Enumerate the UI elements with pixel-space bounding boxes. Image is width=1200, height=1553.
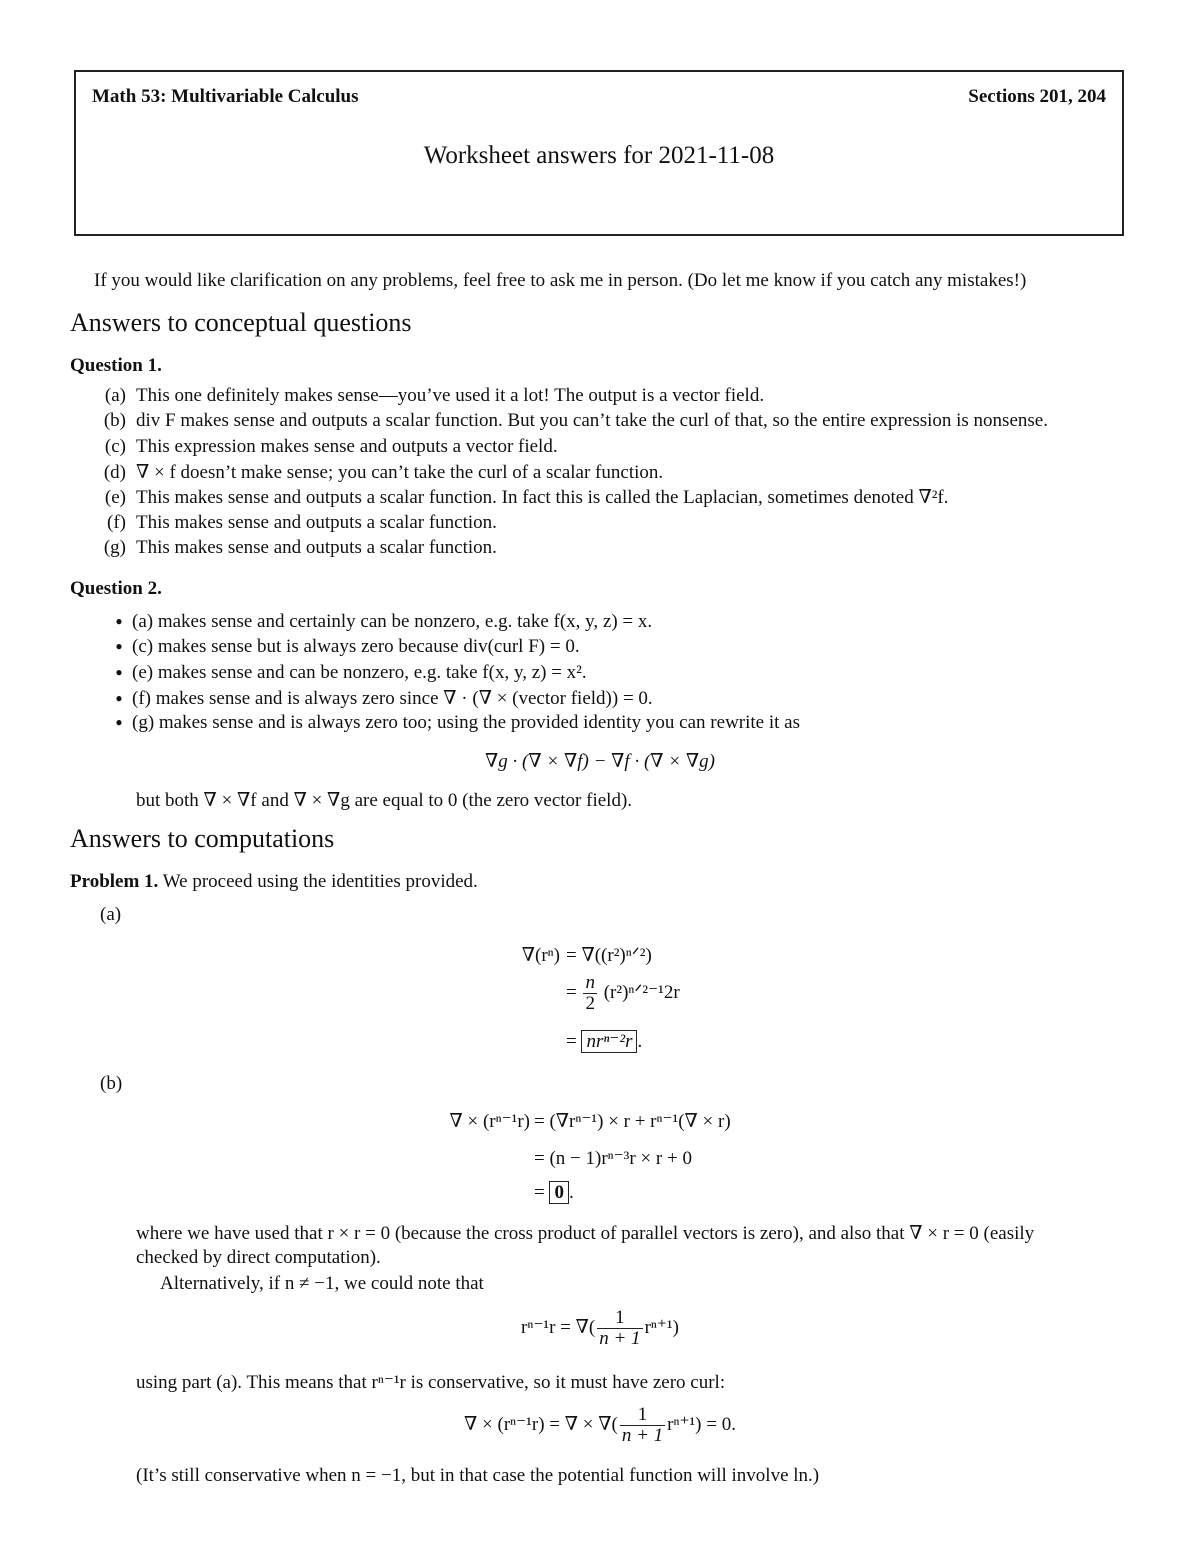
computations-heading: Answers to computations <box>70 824 335 853</box>
a-eq1-rhs: = ∇((r²)ⁿᐟ²) <box>566 945 652 966</box>
fraction-numerator: 1 <box>620 1405 665 1426</box>
list-item <box>74 461 663 484</box>
list-item <box>112 636 580 658</box>
a-eq1-lhs: ∇(rⁿ) <box>521 945 560 966</box>
b-eq1-rhs: = (∇rⁿ⁻¹) × r + rⁿ⁻¹(∇ × r) <box>534 1111 731 1132</box>
b-eq3-equals: = <box>534 1182 545 1203</box>
fraction-numerator: n <box>585 972 595 993</box>
list-item <box>112 611 652 633</box>
fraction-denominator: 2 <box>585 992 595 1014</box>
problem-1-intro: We proceed using the identities provided. <box>162 871 478 892</box>
a-eq2-rest: (r²)ⁿᐟ²⁻¹2r <box>603 981 680 1003</box>
a-eq2-equals: = <box>566 981 577 1003</box>
part-a-label: (a) <box>100 904 122 925</box>
q2-equation: ∇g · (∇ × ∇f) − ∇f · (∇ × ∇g) <box>485 751 715 772</box>
item-text: (a) makes sense and certainly can be nonzero, e.g. take f(x, y, z) = x. <box>132 611 653 632</box>
item-text: (g) makes sense and is always zero too; using the provided identity you can rewrite it as <box>132 712 800 733</box>
alt-eq-fraction <box>597 1308 642 1349</box>
list-item <box>112 712 800 734</box>
b-text-line-1: where we have used that r × r = 0 (because the cross product of parallel vectors is zero), and also that ∇ × r = 0 (easily <box>136 1223 1035 1244</box>
b-eq3: = 0 . <box>534 1182 574 1203</box>
course-title: Math 53: Multivariable Calculus <box>92 86 359 107</box>
item-text: (c) makes sense but is always zero because div(curl F) = 0. <box>132 636 580 657</box>
intro-text: If you would like clarification on any problems, feel free to ask me in person. (Do let me know if you catch any mistakes!) <box>94 270 1027 291</box>
list-item <box>74 486 949 509</box>
item-text: This makes sense and outputs a scalar function. In fact this is called the Laplacian, sometimes denoted ∇²f. <box>136 487 949 508</box>
b-eq1-lhs: ∇ × (rⁿ⁻¹r) <box>449 1111 530 1132</box>
item-label: (e) <box>104 487 126 508</box>
alt-eq-rhs: rⁿ⁺¹) <box>644 1316 679 1338</box>
list-item <box>74 436 558 458</box>
question-1-heading: Question 1. <box>70 355 162 376</box>
list-item <box>112 687 653 710</box>
list-item <box>74 537 497 559</box>
list-item <box>112 662 587 684</box>
alt-eq-lhs: rⁿ⁻¹r = ∇( <box>521 1316 596 1338</box>
problem-1-heading: Problem 1. <box>70 871 159 892</box>
final-note: (It’s still conservative when n = −1, but in that case the potential function will involve ln.) <box>136 1465 820 1486</box>
item-label: (d) <box>103 462 126 483</box>
bullet-icon: ● <box>115 639 123 653</box>
curl-eq-lhs: ∇ × (rⁿ⁻¹r) = ∇ × ∇( <box>464 1413 618 1435</box>
alt-equation <box>0 1308 1200 1349</box>
item-label: (c) <box>104 436 126 457</box>
list-item <box>74 512 497 534</box>
item-text: This one definitely makes sense—you’ve used it a lot! The output is a vector field. <box>136 385 765 406</box>
curl-eq-rhs: rⁿ⁺¹) = 0. <box>667 1413 736 1435</box>
problem-1-line <box>70 871 478 893</box>
item-label: (a) <box>104 385 126 406</box>
alternative-text: Alternatively, if n ≠ −1, we could note that <box>160 1273 484 1294</box>
a-eq3: = nrⁿ⁻²r . <box>566 1031 643 1052</box>
worksheet-title: Worksheet answers for 2021-11-08 <box>423 142 775 169</box>
item-text: This makes sense and outputs a scalar function. <box>136 512 497 533</box>
fraction-denominator: n + 1 <box>621 1424 664 1446</box>
curl-eq-fraction <box>620 1405 665 1446</box>
a-eq2-fraction <box>583 973 597 1014</box>
list-item <box>74 410 1048 432</box>
item-label: (f) <box>107 512 126 533</box>
item-text: This expression makes sense and outputs a vector field. <box>136 436 558 457</box>
bullet-icon: ● <box>115 715 123 729</box>
fraction-denominator: n + 1 <box>599 1327 641 1349</box>
bullet-icon: ● <box>115 614 123 628</box>
header-box <box>74 70 1124 236</box>
sections-label: Sections 201, 204 <box>968 86 1106 107</box>
bullet-icon: ● <box>115 691 123 705</box>
list-item <box>74 385 764 407</box>
using-text: using part (a). This means that rⁿ⁻¹r is conservative, so it must have zero curl: <box>136 1372 726 1393</box>
b-answer-box: 0 <box>549 1181 569 1204</box>
q2-after-text: but both ∇ × ∇f and ∇ × ∇g are equal to 0 (the zero vector field). <box>136 790 633 811</box>
a-eq3-equals: = <box>566 1031 577 1052</box>
item-text: ∇ × f doesn’t make sense; you can’t take the curl of a scalar function. <box>136 462 664 483</box>
a-answer-box: nrⁿ⁻²r <box>581 1030 637 1053</box>
conceptual-heading: Answers to conceptual questions <box>70 308 412 337</box>
item-label: (g) <box>103 537 126 558</box>
bullet-icon: ● <box>115 665 123 679</box>
item-text: div F makes sense and outputs a scalar function. But you can’t take the curl of that, so the entire expression is nonsense. <box>136 410 1048 431</box>
part-b-label: (b) <box>100 1073 123 1094</box>
item-text: (f) makes sense and is always zero since ∇ · (∇ × (vector field)) = 0. <box>132 688 653 709</box>
question-2-heading: Question 2. <box>70 578 162 599</box>
item-label: (b) <box>103 410 126 431</box>
b-eq2: = (n − 1)rⁿ⁻³r × r + 0 <box>534 1148 692 1169</box>
a-eq2 <box>566 973 680 1014</box>
b-text-line-2: checked by direct computation). <box>136 1247 381 1268</box>
fraction-numerator: 1 <box>597 1308 642 1329</box>
curl-equation <box>0 1405 1200 1446</box>
item-text: This makes sense and outputs a scalar function. <box>136 537 497 558</box>
item-text: (e) makes sense and can be nonzero, e.g. take f(x, y, z) = x². <box>132 662 587 683</box>
